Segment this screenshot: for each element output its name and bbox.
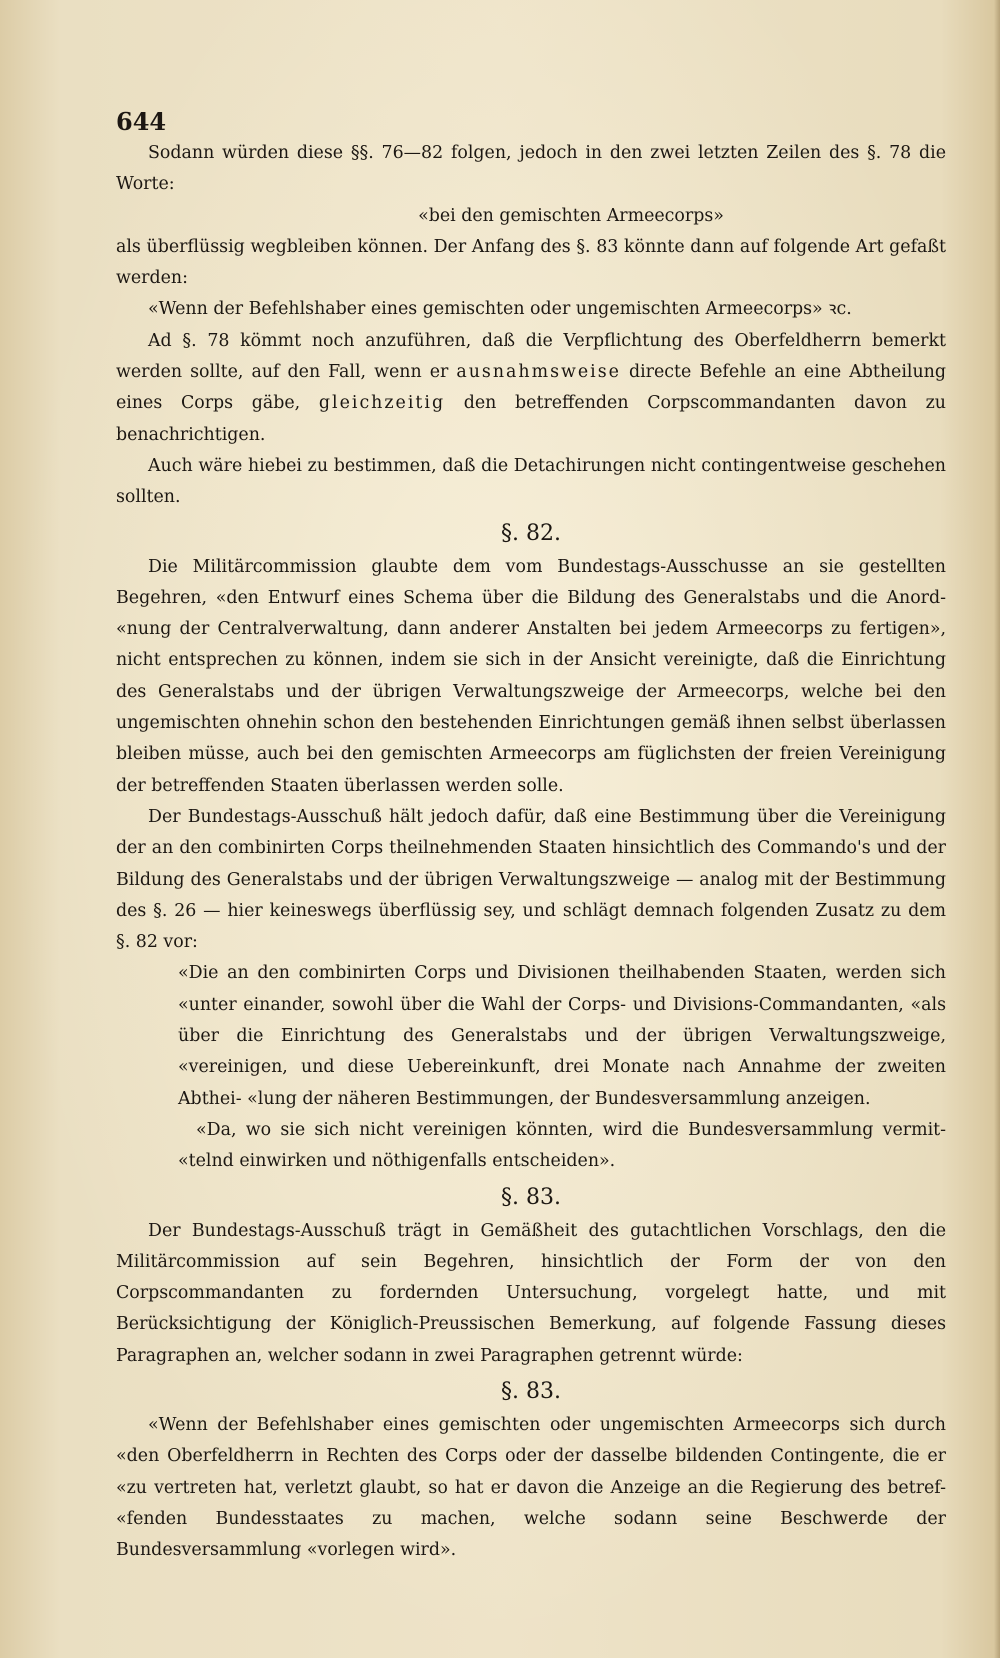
ad78-spaced-ausnahmsweise: ausnahmsweise <box>456 362 621 383</box>
ad78-text-after: den betreffenden Corpscommandanten davon zu benachrichtigen. <box>116 393 946 445</box>
quoted-phrase: «bei den gemischten Armeecorps» <box>418 205 724 226</box>
section-heading-83-second: §. 83. <box>501 1378 561 1404</box>
paragraph-bundestags-ausschuss: Der Bundestags-Ausschuß hält jedoch dafür, daß eine Bestimmung über die Vereinigung der an den combinirten Corps theilnehmenden Staaten hinsichtlich des Commando's und der Bildung des Generalstabs und der übrigen Verwaltungszweige — analog mit der Bestimmung des §. 26 — hier keineswegs überflüssig sey, und schlägt demnach folgenden Zusatz zu dem §. 82 vor: <box>116 806 946 953</box>
quote-vermittelnd: «Da, wo sie sich nicht vereinigen könnten, wird die Bundesversammlung vermit- «telnd einwirken und nöthigenfalls entscheiden». <box>178 1119 946 1172</box>
paragraph-sodann: Sodann würden diese §§. 76—82 folgen, jedoch in den zwei letzten Zeilen des §. 78 die Worte: <box>116 143 946 195</box>
paragraph-militaercommission: Die Militärcommission glaubte dem vom Bundestags-Ausschusse an sie gestellten Begehren, «den Entwurf eines Schema über die Bildung des Generalstabs und die Anord- «nung der Centralverwaltung, dann anderer Anstalten bei jedem Armeecorps zu fertigen», nicht entsprechen zu können, indem sie sich in der Ansicht vereinigte, daß die Einrichtung des Generalstabs und der übrigen Verwaltungszweige der Armeecorps, welche bei den ungemischten ohnehin schon den bestehenden Einrichtungen gemäß ihnen selbst überlassen bleiben müsse, auch bei den gemischten Armeecorps am füglichsten der freien Vereinigung der betreffenden Staaten überlassen werden solle. <box>116 556 946 796</box>
ad78-text-middle: directe Befehle an eine Abtheilung eines Corps gäbe, <box>116 362 946 414</box>
paragraph-gemaessheit: Der Bundestags-Ausschuß trägt in Gemäßheit des gutachtlichen Vorschlags, den die Militärcommission auf sein Begehren, hinsichtlich der Form der von den Corpscommandanten zu fordernden Untersuchung, vorgelegt hatte, und mit Berücksichtigung der Königlich-Preussischen Bemerkung, auf folgende Fassung dieses Paragraphen an, welcher sodann in zwei Paragraphen getrennt würde: <box>116 1220 946 1366</box>
paragraph-ad-78 <box>116 326 946 451</box>
ad78-spaced-gleichzeitig: gleichzeitig <box>318 393 446 414</box>
paragraph-befehlshaber-beschwerde: «Wenn der Befehlshaber eines gemischten oder ungemischten Armeecorps sich durch «den Oberfeldherrn in Rechten des Corps oder der dasselbe bildenden Contingente, die er «zu vertreten hat, verletzt glaubt, so hat er davon die Anzeige an die Regierung des betref- «fenden Bundesstaates zu machen, welche sodann seine Beschwerde der Bundesversammlung «vorlegen wird». <box>116 1414 946 1561</box>
page-number: 644 <box>116 107 167 136</box>
paragraph-wenn-quote: «Wenn der Befehlshaber eines gemischten oder ungemischten Armeecorps» ꝛc. <box>148 299 852 320</box>
ad78-text-before: Ad §. 78 kömmt noch anzuführen, daß die Verpflichtung des Oberfeldherrn bemerkt werden sollte, auf den Fall, wenn er <box>116 330 946 383</box>
paragraph-ueberfluessig: als überflüssig wegbleiben können. Der Anfang des §. 83 könnte dann auf folgende Art gefaßt werden: <box>116 236 946 289</box>
section-heading-82: §. 82. <box>501 520 561 546</box>
page-edge-shadow <box>994 0 1000 1658</box>
section-heading-83-first: §. 83. <box>501 1184 561 1210</box>
quote-combinirten-corps: «Die an den combinirten Corps und Divisionen theilhabenden Staaten, werden sich «unter einander, sowohl über die Wahl der Corps- und Divisions-Commandanten, «als über die Einrichtung des Generalstabs und der übrigen Verwaltungszweige, «vereinigen, und diese Uebereinkunft, drei Monate nach Annahme der zweiten Abthei- «lung der näheren Bestimmungen, der Bundesversammlung anzeigen. <box>178 963 946 1109</box>
paragraph-detachirungen: Auch wäre hiebei zu bestimmen, daß die Detachirungen nicht contingentweise geschehen sollten. <box>116 455 946 508</box>
